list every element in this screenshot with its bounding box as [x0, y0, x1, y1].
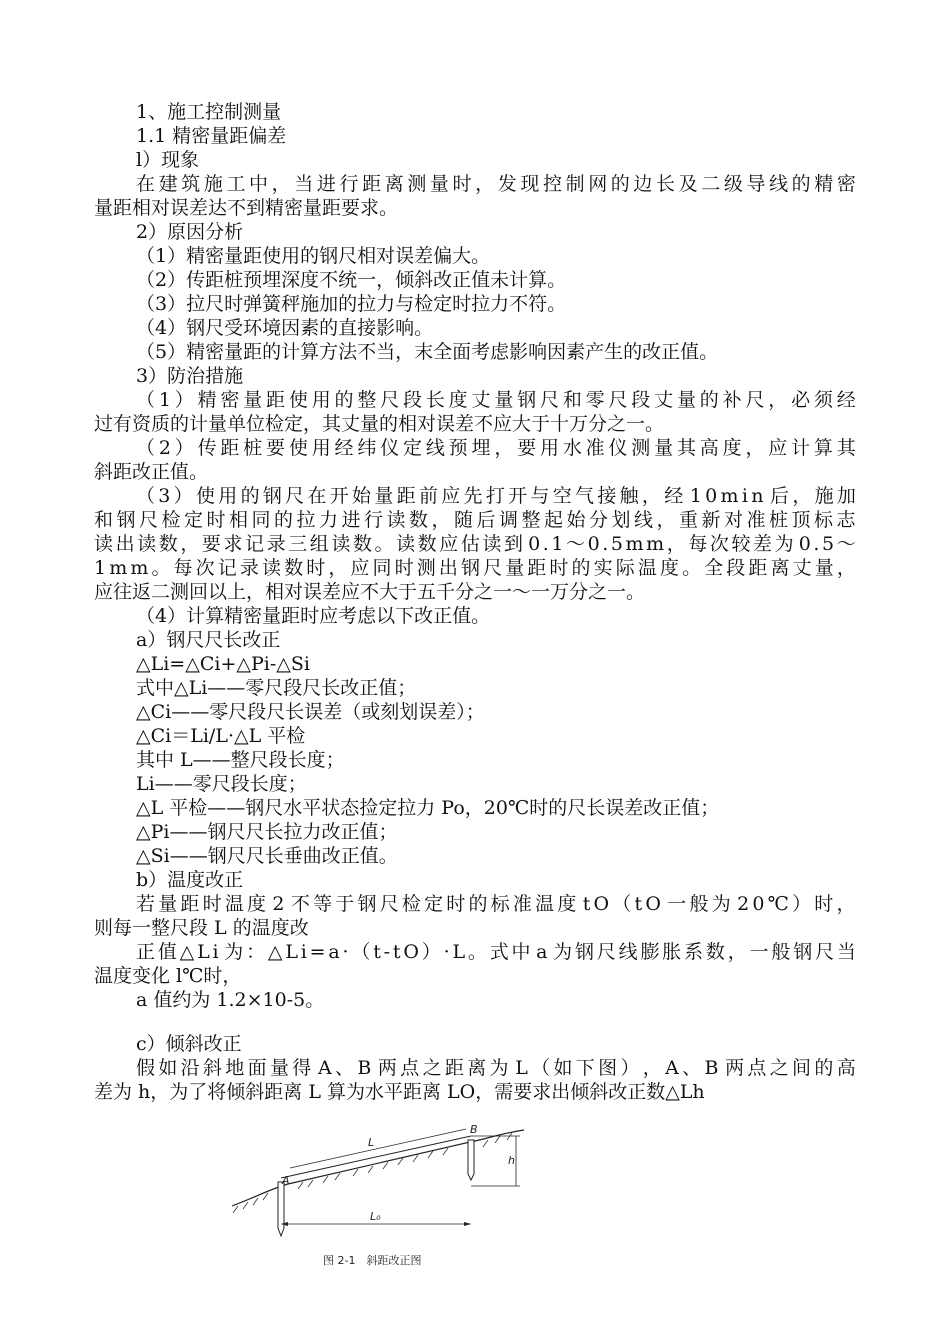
- tape-line: [281, 1136, 471, 1178]
- figure-caption: 图 2-1 斜距改正图: [323, 1254, 422, 1267]
- text-line: △Pi——钢尺尺长拉力改正值；: [136, 821, 398, 843]
- text-line: c）倾斜改正: [136, 1033, 242, 1055]
- stake-b: [468, 1140, 474, 1180]
- label-l: L: [368, 1136, 375, 1149]
- text-line: （5）精密量距的计算方法不当，末全面考虑影响因素产生的改正值。: [136, 341, 719, 363]
- text-line: 若 量 距 时 温 度 2 不 等 于 钢 尺 检 定 时 的 标 准 温 度 t O （ t O 一 般 为 2 0 ℃ ） 时 ，: [136, 893, 856, 915]
- text-line: （1）精密量距使用的钢尺相对误差偏大。: [136, 245, 491, 267]
- text-line: △Ci＝Li/L·△L 平检: [136, 725, 306, 747]
- text-line: △L 平检——钢尺水平状态捡定拉力 Po，20℃时的尺长误差改正值；: [136, 797, 720, 819]
- label-a: A: [282, 1174, 290, 1187]
- text-line: （ 1 ） 精 密 量 距 使 用 的 整 尺 段 长 度 丈 量 钢 尺 和 零 尺 段 丈 量 的 补 尺 ， 必 须 经: [136, 389, 856, 411]
- text-line: 和 钢 尺 检 定 时 相 同 的 拉 力 进 行 读 数 ， 随 后 调 整 起 始 分 划 线 ， 重 新 对 准 桩 顶 标 志: [94, 509, 856, 531]
- text-line: 在 建 筑 施 工 中 ， 当 进 行 距 离 测 量 时 ， 发 现 控 制 网 的 边 长 及 二 级 导 线 的 精 密: [136, 173, 856, 195]
- text-line: 温度变化 l℃时，: [94, 965, 242, 987]
- ground-line: [232, 1130, 524, 1206]
- text-line: Li——零尺段长度；: [136, 773, 307, 795]
- stake-a: [278, 1182, 284, 1236]
- text-line: 过有资质的计量单位检定，其丈量的相对误差不应大于十万分之一。: [94, 413, 665, 435]
- text-line: （ 3 ） 使 用 的 钢 尺 在 开 始 量 距 前 应 先 打 开 与 空 气 接 触 ， 经 1 0 m i n 后 ， 施 加: [136, 485, 856, 507]
- text-line: 1 m m 。 每 次 记 录 读 数 时 ， 应 同 时 测 出 钢 尺 量 距 时 的 实 际 温 度 。 全 段 距 离 丈 量 ，: [94, 557, 856, 579]
- slope-correction-figure: [228, 1120, 528, 1270]
- text-line: a）钢尺尺长改正: [136, 629, 281, 651]
- text-line: 假 如 沿 斜 地 面 量 得 A 、 B 两 点 之 距 离 为 L （ 如 下 图 ） ， A 、 B 两 点 之 间 的 高: [136, 1057, 856, 1079]
- text-line: l）现象: [136, 149, 200, 171]
- text-line: （2）传距桩预埋深度不统一，倾斜改正值未计算。: [136, 269, 567, 291]
- text-line: 2）原因分析: [136, 221, 244, 243]
- text-line: 正 值 △ L i 为 ： △ L i = a · （ t - t O ） · L 。 式 中 a 为 钢 尺 线 膨 胀 系 数 ， 一 般 钢 尺 当: [136, 941, 856, 963]
- text-line: （4）钢尺受环境因素的直接影响。: [136, 317, 434, 339]
- text-line: （ 2 ） 传 距 桩 要 使 用 经 纬 仪 定 线 预 埋 ， 要 用 水 准 仪 测 量 其 高 度 ， 应 计 算 其: [136, 437, 856, 459]
- text-line: （3）拉尺时弹簧秤施加的拉力与检定时拉力不符。: [136, 293, 567, 315]
- text-line: △Li=△Ci+△Pi-△Si: [136, 653, 310, 675]
- text-line: b）温度改正: [136, 869, 244, 891]
- text-line: 读 出 读 数 ， 要 求 记 录 三 组 读 数 。 读 数 应 估 读 到 0 . 1 ～ 0 . 5 m m ， 每 次 较 差 为 0 . 5 ～: [94, 533, 856, 555]
- text-line: 其中 L——整尺段长度；: [136, 749, 345, 771]
- text-line: △Ci——零尺段尺长误差（或刻划误差）；: [136, 701, 485, 723]
- text-line: 应往返二测回以上，相对误差应不大于五千分之一～一万分之一。: [94, 581, 646, 603]
- text-line: 则每一整尺段 L 的温度改: [94, 917, 309, 939]
- text-line: a 值约为 1.2×10-5。: [136, 989, 325, 1011]
- text-line: △Si——钢尺尺长垂曲改正值。: [136, 845, 398, 867]
- text-line: 式中△Li——零尺段尺长改正值；: [136, 677, 417, 699]
- label-l0: L₀: [370, 1210, 381, 1223]
- text-line: 1.1 精密量距偏差: [136, 125, 287, 147]
- text-line: 1、施工控制测量: [136, 101, 282, 123]
- text-line: 差为 h，为了将倾斜距离 L 算为水平距离 LO，需要求出倾斜改正数△Lh: [94, 1081, 705, 1103]
- text-line: 量距相对误差达不到精密量距要求。: [94, 197, 399, 219]
- text-line: 斜距改正值。: [94, 461, 209, 483]
- text-line: 3）防治措施: [136, 365, 244, 387]
- label-h: h: [508, 1154, 515, 1167]
- label-b: B: [470, 1123, 478, 1136]
- text-line: （4）计算精密量距时应考虑以下改正值。: [136, 605, 491, 627]
